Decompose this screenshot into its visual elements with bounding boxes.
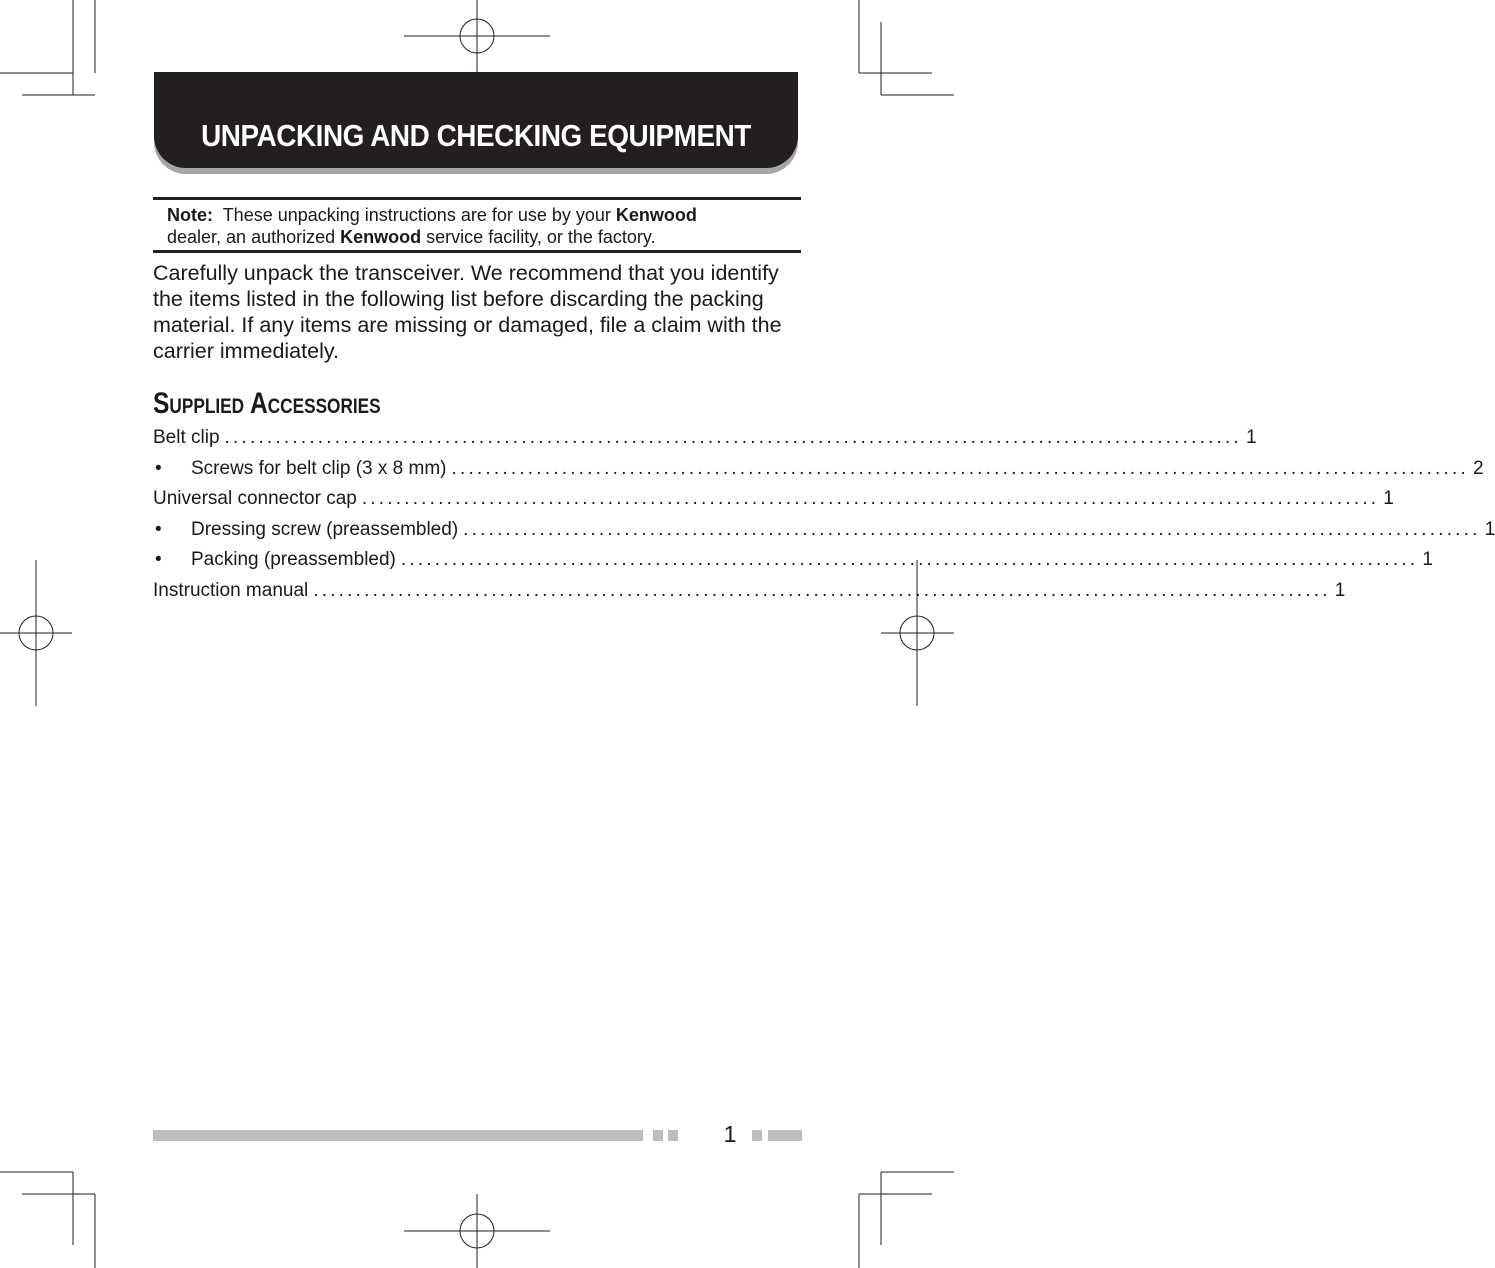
list-item — [153, 487, 1394, 518]
note-brand-2: Kenwood — [340, 227, 422, 247]
accessories-list — [153, 426, 1495, 609]
item-quantity: 1 — [1383, 488, 1394, 509]
page-number: 1 — [723, 1121, 737, 1147]
footer-square — [752, 1130, 762, 1141]
item-label: Universal connector cap — [153, 488, 357, 509]
dot-leader: ........................................................................................................................ — [361, 488, 1380, 509]
intro-paragraph: Carefully unpack the transceiver. We recommend that you identify the items listed in the following list before discarding the packing material. If any items are missing or damaged, file a claim with the carrier immediately. — [153, 261, 782, 363]
dot-leader: ........................................................................................................................ — [463, 518, 1481, 540]
note-text — [167, 204, 797, 248]
list-item — [153, 518, 1495, 549]
item-quantity: 1 — [1246, 427, 1257, 448]
dot-leader: ........................................................................................................................ — [400, 549, 1419, 570]
footer-square — [653, 1130, 663, 1141]
note-brand-1: Kenwood — [615, 205, 697, 225]
list-item — [153, 457, 1484, 488]
dot-leader: ........................................................................................................................ — [313, 579, 1331, 601]
note-text-part2: dealer, an authorized — [167, 227, 336, 247]
item-quantity: 1 — [1334, 579, 1346, 601]
item-label: Dressing screw (preassembled) — [191, 518, 459, 540]
item-quantity: 2 — [1472, 457, 1484, 479]
item-label: Instruction manual — [153, 579, 309, 601]
item-label: Packing (preassembled) — [191, 549, 396, 570]
footer-bar — [768, 1130, 802, 1141]
note-text-part1: These unpacking instructions are for use by your — [222, 205, 611, 225]
note-label: Note: — [167, 205, 213, 225]
item-label: Screws for belt clip (3 x 8 mm) — [191, 457, 447, 479]
bullet: • — [155, 457, 162, 479]
note-text-part3: service facility, or the factory. — [426, 227, 656, 247]
list-item — [153, 426, 1257, 457]
bullet: • — [155, 549, 162, 570]
note-box — [153, 197, 801, 253]
bullet: • — [155, 518, 162, 540]
item-label: Belt clip — [153, 427, 220, 448]
page-title: UNPACKING AND CHECKING EQUIPMENT — [201, 118, 751, 153]
item-quantity: 1 — [1422, 549, 1433, 570]
dot-leader: ........................................................................................................................ — [451, 457, 1469, 479]
item-quantity: 1 — [1484, 518, 1495, 540]
footer-bar — [153, 1130, 643, 1141]
dot-leader: ........................................................................................................................ — [224, 427, 1242, 448]
title-banner — [154, 72, 798, 168]
section-heading: Supplied Accessories — [153, 387, 381, 420]
footer-square — [668, 1130, 678, 1141]
list-item — [153, 579, 1346, 610]
list-item — [153, 548, 1433, 579]
